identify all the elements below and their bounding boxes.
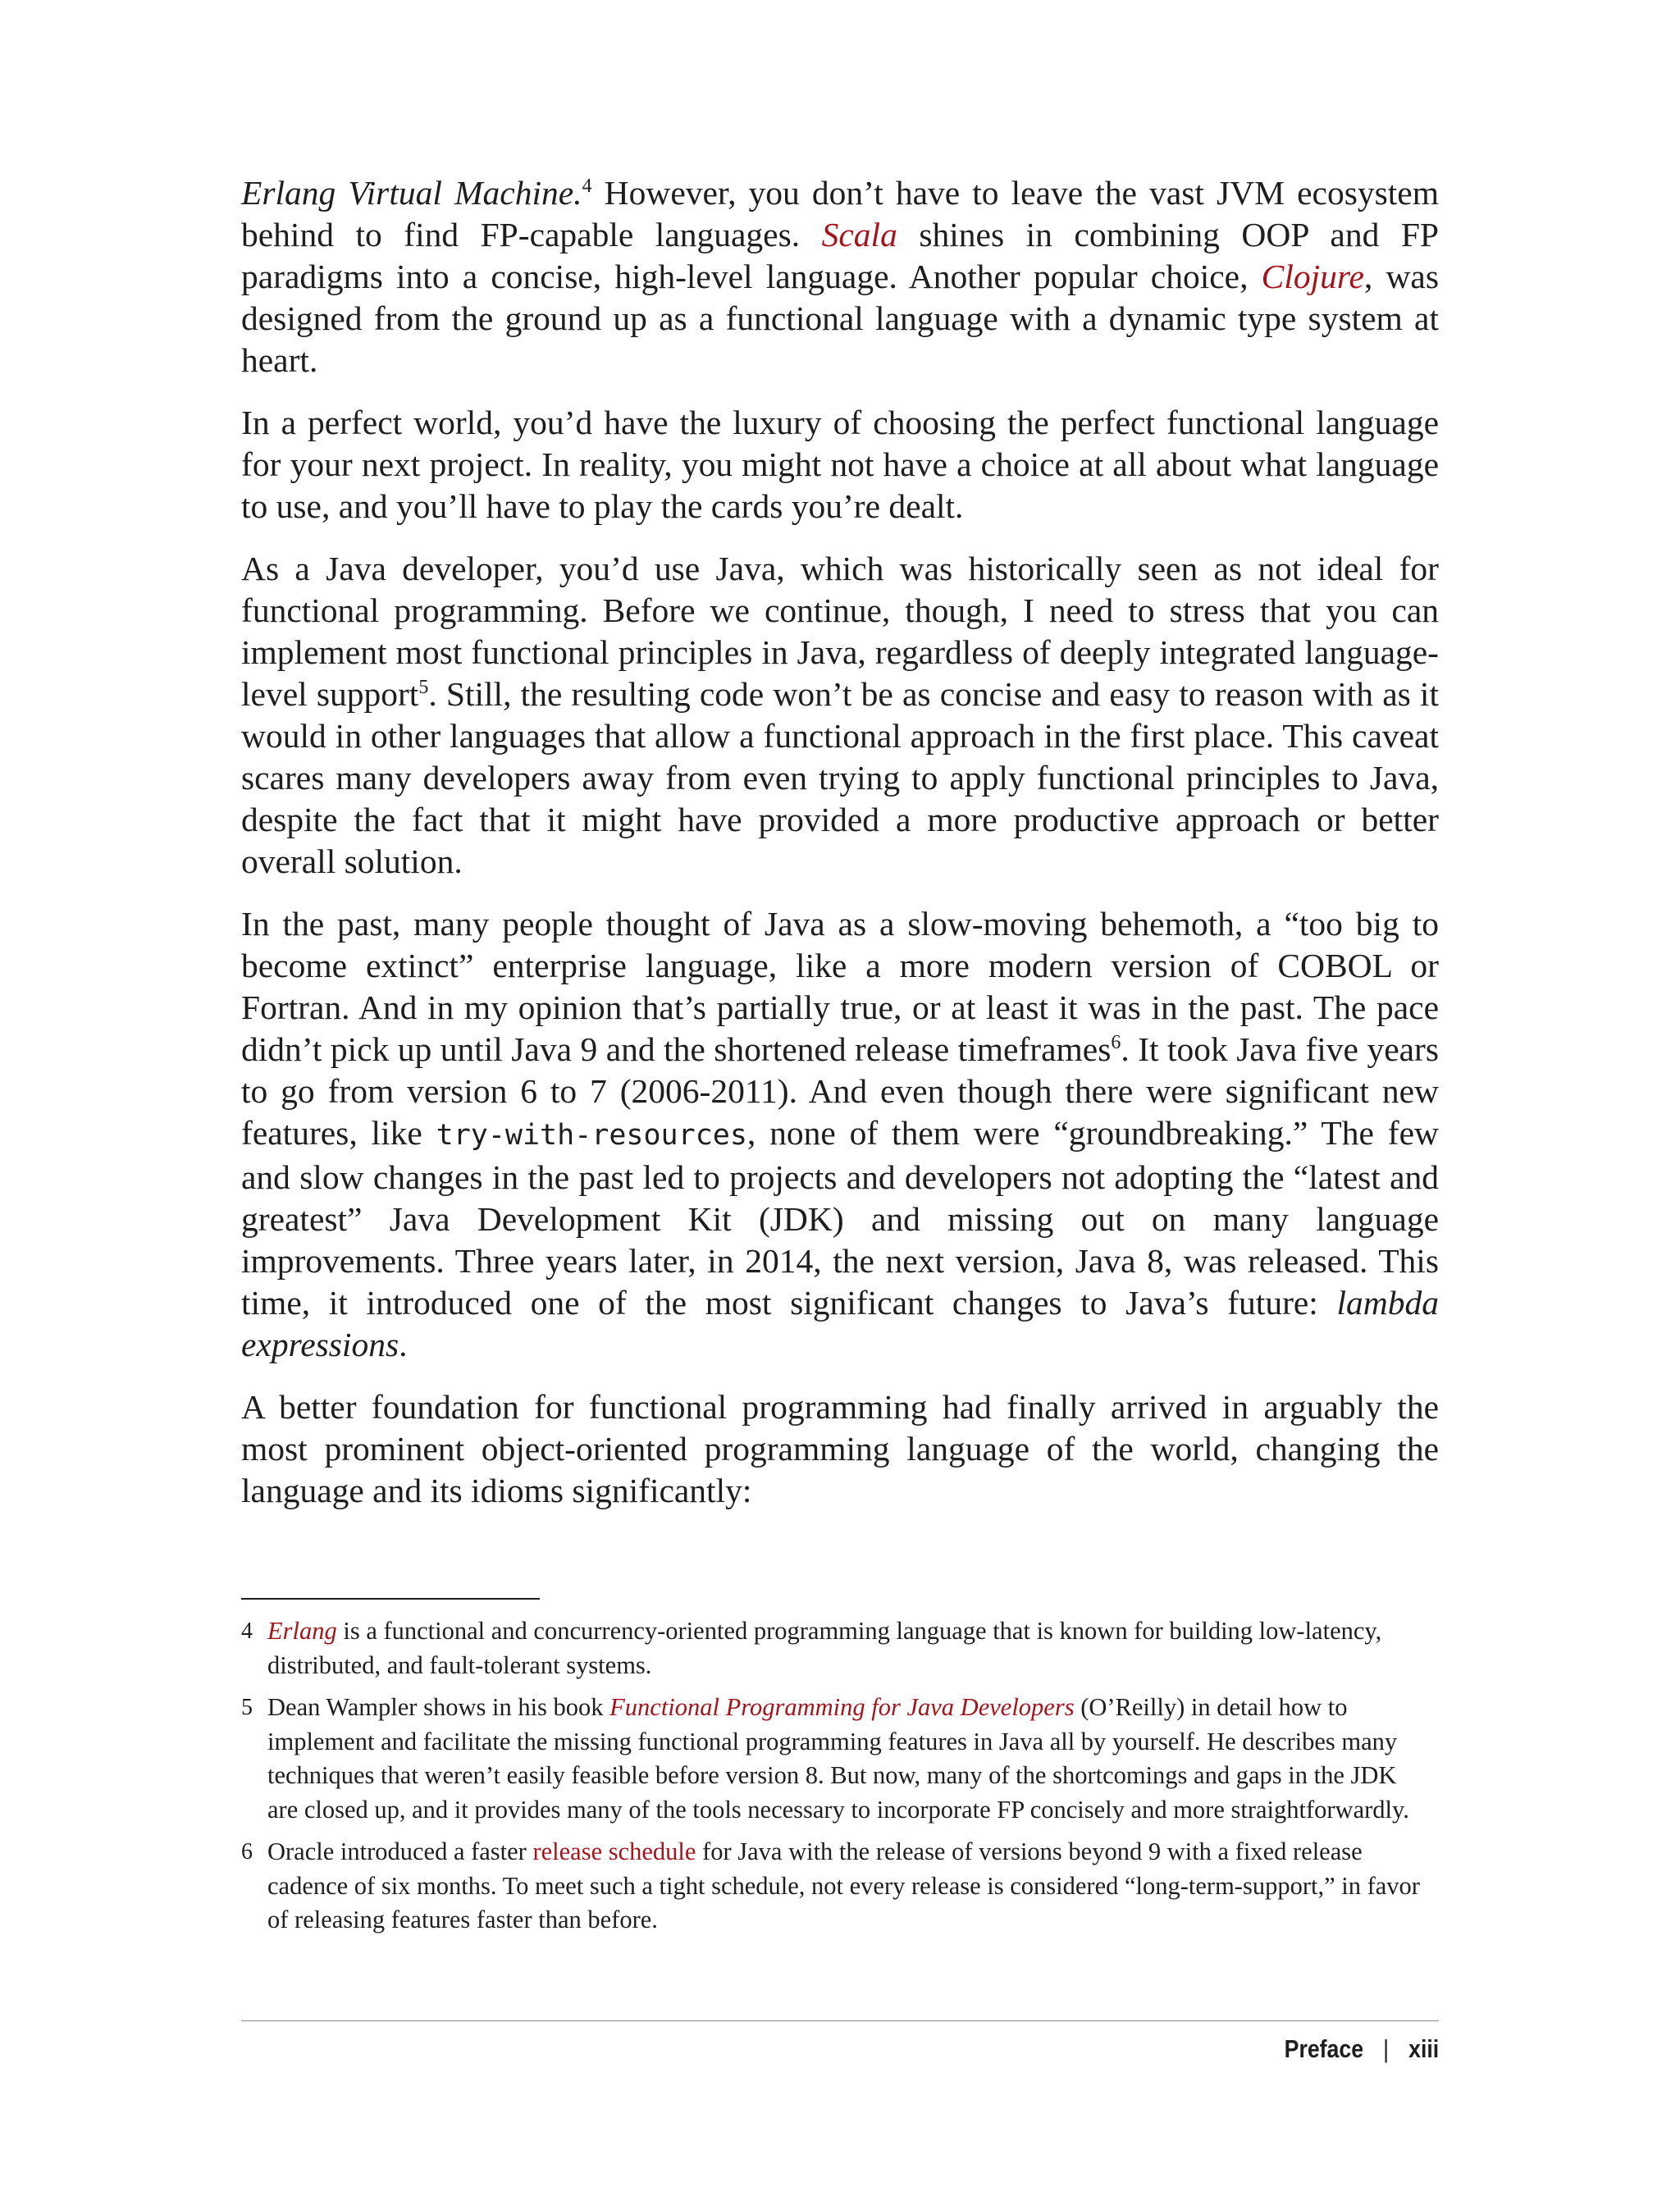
- text-span: , was designed from the ground up as a functional language with a dynamic type system at heart.: [241, 258, 1439, 379]
- footnote-4: [241, 1614, 1439, 1682]
- text-span: for Java with the release of versions beyond 9 with a fixed release cadence of six months. To meet such a tight schedule, not every release is considered “long-term-support,” in favor of releasing features faster than before.: [267, 1838, 1420, 1933]
- main-text: [241, 172, 1439, 1532]
- footer-separator: |: [1382, 2034, 1389, 2063]
- footnote-6: [241, 1835, 1439, 1938]
- text-span: .: [399, 1326, 408, 1363]
- footnote-divider: [241, 1598, 540, 1600]
- text-span: shines in combining OOP and FP paradigms into a concise, high-level language. Another popular choice,: [241, 216, 1439, 295]
- erlang-link[interactable]: Erlang: [267, 1617, 337, 1645]
- text-span: is a functional and concurrency-oriented programming language that is known for building low-latency, distributed, and fault-tolerant systems.: [267, 1617, 1382, 1679]
- paragraph-4: [241, 903, 1439, 1366]
- term-erlang-vm: Erlang Virtual Machine.: [241, 174, 582, 212]
- footnote-number: 4: [241, 1618, 253, 1644]
- paragraph-1: [241, 172, 1439, 381]
- page-number: xiii: [1408, 2034, 1439, 2063]
- text-span: , none of them were “groundbreaking.” The few and slow changes in the past led to projects and developers not adopting the “latest and greatest” Java Development Kit (JDK) and missing out on many language improvements. Three years later, in 2014, the next version, Java 8, was released. This time, it introduced one of the most significant changes to Java’s future:: [241, 1114, 1439, 1322]
- text-span: (O’Reilly) in detail how to implement and facilitate the missing functional programming features in Java all by yourself. He describes many techniques that weren’t easily feasible before version 8. But now, many of the shortcomings and gaps in the JDK are closed up, and it provides many of the tools necessary to incorporate FP concisely and more straightforwardly.: [267, 1693, 1409, 1824]
- text-span: . It took Java five years to go from version 6 to 7 (2006-2011). And even though there were significant new features, like: [241, 1030, 1440, 1152]
- clojure-link[interactable]: Clojure: [1261, 258, 1364, 295]
- text-span: . Still, the resulting code won’t be as concise and easy to reason with as it would in other languages that allow a functional approach in the first place. This caveat scares many developers away from even trying to apply functional principles to Java, despite the fact that it might have provided a more productive approach or better overall solution.: [241, 675, 1439, 880]
- text-span: In the past, many people thought of Java as a slow-moving behemoth, a “too big to become extinct” enterprise language, like a more modern version of COBOL or Fortran. And in my opinion that’s partially true, or at least it was in the past. The pace didn’t pick up until Java 9 and the shortened release timeframes: [241, 905, 1439, 1068]
- footnote-ref-6[interactable]: 6: [1111, 1032, 1121, 1054]
- text-span: Oracle introduced a faster: [267, 1838, 533, 1865]
- footnote-text: [267, 1835, 1439, 1938]
- inline-code-try-with-resources: try-with-resources: [436, 1119, 747, 1152]
- scala-link[interactable]: Scala: [821, 216, 897, 253]
- term-lambda-expressions: lambda expressions: [241, 1284, 1439, 1363]
- book-title-link[interactable]: Functional Programming for Java Developers: [609, 1693, 1075, 1721]
- footnote-number: 6: [241, 1839, 253, 1865]
- footnote-text: [267, 1614, 1439, 1682]
- text-span: As a Java developer, you’d use Java, which was historically seen as not ideal for functional programming. Before we continue, though, I need to stress that you can implement most functional principles in Java, regardless of deeply integrated language-level support: [241, 550, 1439, 713]
- section-title: Preface: [1284, 2034, 1363, 2063]
- running-footer: [1284, 2031, 1439, 2067]
- footnote-number: 5: [241, 1695, 253, 1720]
- footnote-5: [241, 1691, 1439, 1827]
- text-span: Dean Wampler shows in his book: [267, 1693, 610, 1721]
- footnote-ref-5[interactable]: 5: [418, 677, 429, 699]
- footnote-text: [267, 1691, 1439, 1827]
- text-span: However, you don’t have to leave the vast JVM ecosystem behind to find FP-capable languages.: [241, 174, 1439, 253]
- footer-divider: [241, 2020, 1439, 2021]
- footnotes: [241, 1614, 1439, 1946]
- paragraph-2: In a perfect world, you’d have the luxury of choosing the perfect functional language for your next project. In reality, you might not have a choice at all about what language to use, and you’ll have to play the cards you’re dealt.: [241, 404, 1439, 525]
- paragraph-5: A better foundation for functional programming had finally arrived in arguably the most prominent object-oriented programming language of the world, changing the language and its idioms significantly:: [241, 1388, 1439, 1509]
- release-schedule-link[interactable]: release schedule: [532, 1838, 696, 1865]
- footnote-ref-4[interactable]: 4: [582, 176, 592, 198]
- paragraph-3: [241, 548, 1439, 883]
